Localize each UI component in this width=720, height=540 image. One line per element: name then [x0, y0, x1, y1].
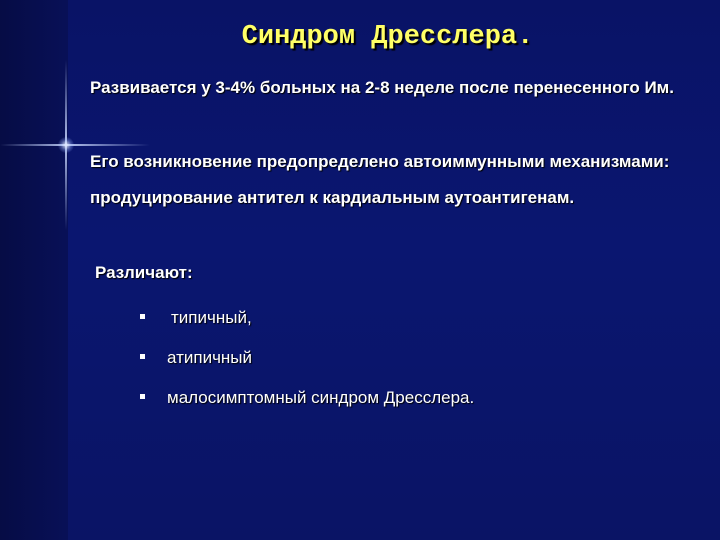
left-band-decoration	[0, 0, 68, 540]
square-bullet-icon	[140, 354, 145, 359]
paragraph-mechanism: Его возникновение предопределено автоиммунными механизмами: продуцирование антител к кардиальным аутоантигенам.	[90, 152, 670, 207]
slide-title: Синдром Дресслера.	[241, 22, 534, 52]
square-bullet-icon	[140, 314, 145, 319]
list-item-text: типичный,	[171, 308, 252, 327]
paragraph-types-heading: Различают:	[95, 263, 193, 282]
types-list	[140, 298, 474, 418]
list-item-text: атипичный	[167, 348, 253, 367]
light-flare-icon	[58, 137, 74, 153]
paragraph-incidence: Развивается у 3-4% больных на 2-8 неделе после перенесенного Им.	[90, 78, 674, 97]
square-bullet-icon	[140, 394, 145, 399]
list-item	[140, 378, 474, 418]
list-item-text: малосимптомный синдром Дресслера.	[167, 388, 475, 407]
list-item	[140, 298, 474, 338]
list-item	[140, 338, 474, 378]
